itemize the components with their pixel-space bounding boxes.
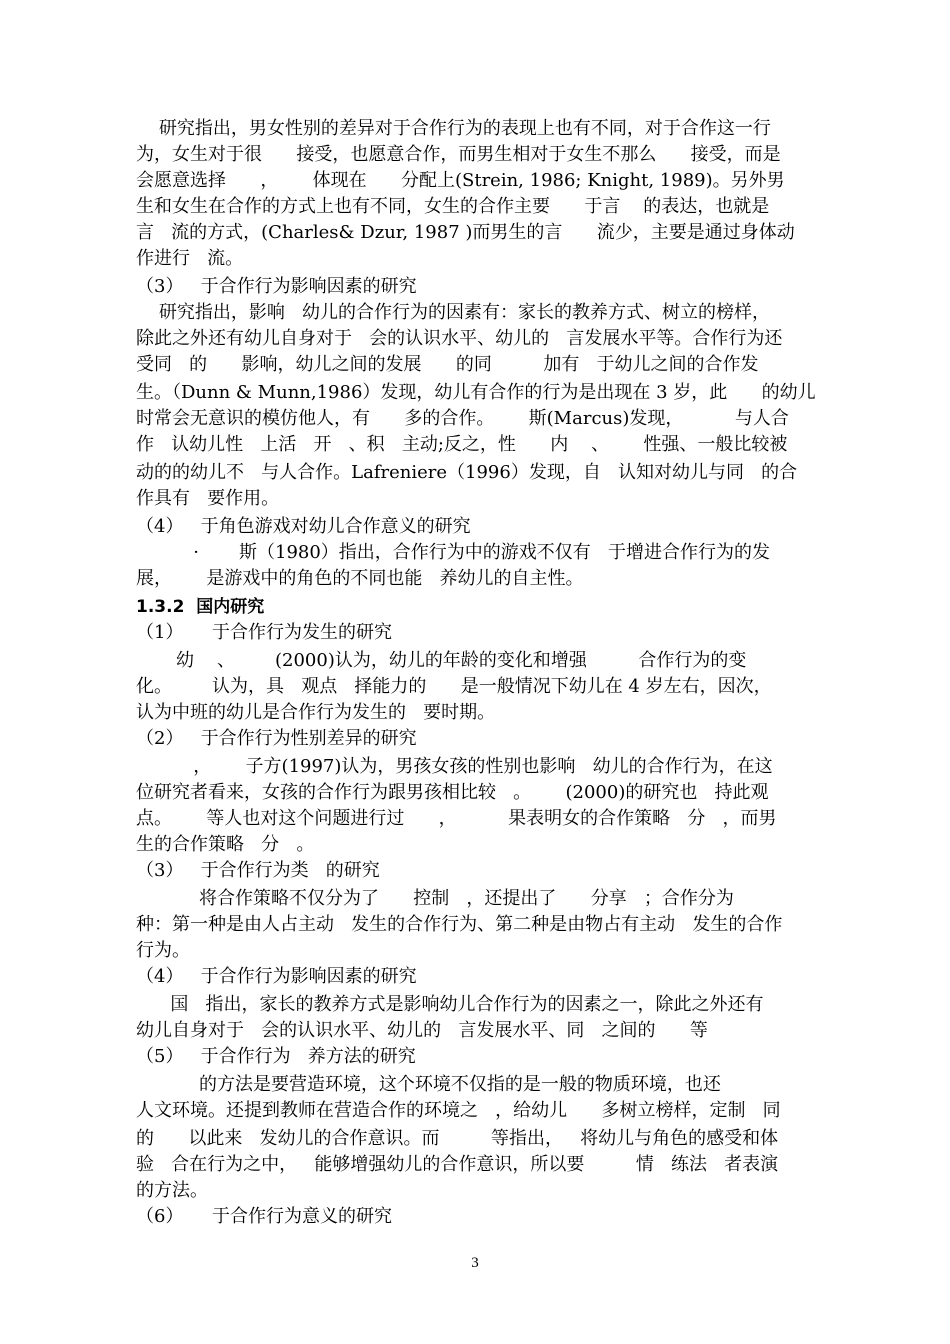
text-line: 的方法是要营造环境，这个环境不仅指的是一般的物质环境，也还 [136, 1074, 721, 1095]
text-line: 时常会无意识的模仿他人，有 多的合作。 斯(Marcus)发现， 与人合 [136, 408, 789, 429]
text-line: 生。（Dunn & Munn,1986）发现，幼儿有合作的行为是出现在 3 岁，此 的幼儿 [136, 382, 816, 403]
text-line: 将合作策略不仅分为了 控制 ，还提出了 分享 ；合作分为 [136, 888, 734, 909]
subsection-heading: （6） 于合作行为意义的研究 [136, 1206, 393, 1227]
subsection-heading: （3） 于合作行为影响因素的研究 [136, 276, 417, 297]
text-line: 作具有 要作用。 [136, 488, 280, 509]
text-line: 言 流的方式，(Charles& Dzur, 1987 )而男生的言 流少，主要是通过身体动 [136, 222, 795, 243]
text-line: 化。 认为，具 观点 择能力的 是一般情况下幼儿在 4 岁左右，因次， [136, 676, 772, 697]
subsection-heading: （3） 于合作行为类 的研究 [136, 860, 380, 881]
text-line: · 斯（1980）指出，合作行为中的游戏不仅有 于增进合作行为的发 [136, 542, 770, 563]
text-line: 会愿意选择 ， 体现在 分配上(Strein, 1986; Knight, 1989)。另外男 [136, 170, 785, 191]
text-line: 人文环境。还提到教师在营造合作的环境之 ，给幼儿 多树立榜样，定制 同 [136, 1100, 781, 1121]
section-heading: 1.3.2 国内研究 [136, 597, 265, 617]
subsection-heading: （5） 于合作行为 养方法的研究 [136, 1046, 416, 1067]
text-line: 作进行 流。 [136, 248, 244, 269]
text-line: 除此之外还有幼儿自身对于 会的认识水平、幼儿的 言发展水平等。合作行为还 [136, 328, 783, 349]
text-line: 的方法。 [136, 1180, 208, 1201]
text-line: 验 合在行为之中， 能够增强幼儿的合作意识，所以要 情 练法 者表演 [136, 1154, 779, 1175]
text-line: 认为中班的幼儿是合作行为发生的 要时期。 [136, 702, 496, 723]
page-number: 3 [471, 1255, 479, 1271]
text-line: 位研究者看来，女孩的合作行为跟男孩相比较 。 (2000)的研究也 持此观 [136, 782, 769, 803]
text-line: 作 认幼儿性 上活 开 、积 主动;反之，性 内 、 性强、一般比较被 [136, 434, 788, 455]
text-line: 受同 的 影响，幼儿之间的发展 的同 加有 于幼儿之间的合作发 [136, 354, 759, 375]
text-line: 行为。 [136, 940, 190, 961]
text-line: 国 指出，家长的教养方式是影响幼儿合作行为的因素之一，除此之外还有 [136, 994, 764, 1015]
text-line: 展， 是游戏中的角色的不同也能 养幼儿的自主性。 [136, 568, 584, 589]
text-line: 点。 等人也对这个问题进行过 ， 果表明女的合作策略 分 ，而男 [136, 808, 777, 829]
subsection-heading: （4） 于合作行为影响因素的研究 [136, 966, 417, 987]
text-line: 为，女生对于很 接受，也愿意合作，而男生相对于女生不那么 接受，而是 [136, 144, 781, 165]
text-line: 生的合作策略 分 。 [136, 834, 315, 855]
text-line: 幼 、 (2000)认为，幼儿的年龄的变化和增强 合作行为的变 [136, 650, 747, 671]
text-line: 研究指出，影响 幼儿的合作行为的因素有：家长的教养方式、树立的榜样， [136, 302, 771, 323]
text-line: 的 以此来 发幼儿的合作意识。而 等指出， 将幼儿与角色的感受和体 [136, 1128, 779, 1149]
subsection-heading: （1） 于合作行为发生的研究 [136, 622, 393, 643]
text-line: 动的的幼儿不 与人合作。Lafreniere（1996）发现，自 认知对幼儿与同 的合 [136, 462, 798, 483]
text-line: ， 子方(1997)认为，男孩女孩的性别也影响 幼儿的合作行为，在这 [136, 756, 773, 777]
text-line: 幼儿自身对于 会的认识水平、幼儿的 言发展水平、同 之间的 等 [136, 1020, 708, 1041]
text-line: 研究指出，男女性别的差异对于合作行为的表现上也有不同，对于合作这一行 [136, 118, 771, 139]
subsection-heading: （4） 于角色游戏对幼儿合作意义的研究 [136, 516, 471, 537]
text-line: 生和女生在合作的方式上也有不同，女生的合作主要 于言 的表达，也就是 [136, 196, 770, 217]
text-line: 种：第一种是由人占主动 发生的合作行为、第二种是由物占有主动 发生的合作 [136, 914, 783, 935]
subsection-heading: （2） 于合作行为性别差异的研究 [136, 728, 417, 749]
